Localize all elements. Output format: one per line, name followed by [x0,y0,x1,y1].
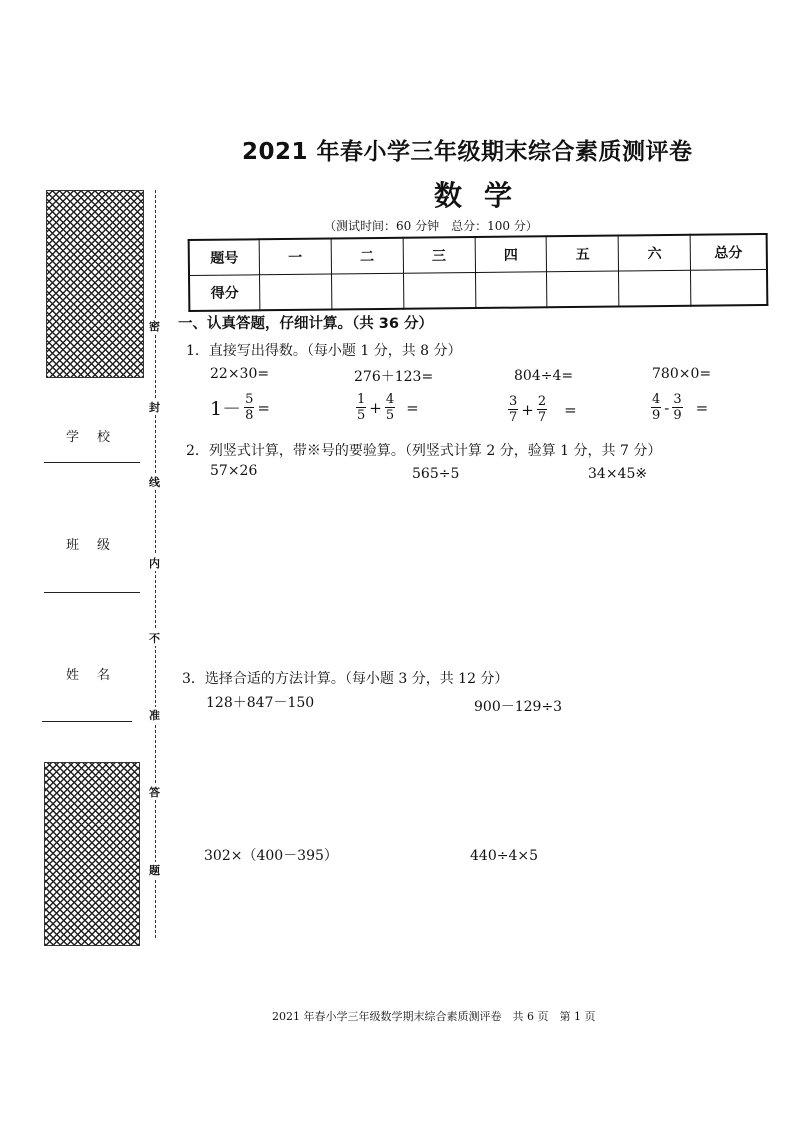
equals-sign: = [695,398,709,417]
table-cell: 总分 [690,234,767,270]
score-input-cell[interactable] [691,269,768,305]
fraction: $\frac{2}{7}$ [537,394,547,425]
score-input-cell[interactable] [547,271,619,307]
fraction-item [651,392,708,423]
calc-item: 565÷5 [412,466,460,482]
test-meta: （测试时间：60 分钟 总分：100 分） [324,219,538,233]
fraction-item [356,392,419,423]
calc-item: 128＋847－150 [206,695,315,711]
calc-item: 57×26 [210,463,258,479]
score-input-cell[interactable] [259,274,331,310]
fraction: $\frac{3}{7}$ [509,394,518,425]
calc-item: 440÷4×5 [470,848,538,864]
table-cell: 二 [331,238,403,274]
calc-item: 780×0= [652,366,712,382]
fraction-lead: 1－ [210,398,242,420]
seal-char: 封 [149,401,160,414]
seal-char: 题 [149,864,160,877]
score-input-cell[interactable] [619,270,691,306]
school-label: 学校 [66,430,129,445]
fraction: $\frac{3}{9}$ [673,392,682,423]
equals-sign: = [257,398,270,417]
fraction: $\frac{5}{8}$ [245,392,254,423]
table-cell: 题号 [189,239,260,275]
school-blank-line [44,462,140,463]
seal-char: 内 [149,557,160,570]
question-2-text: 2．列竖式计算，带※号的要验算。（列竖式计算 2 分，验算 1 分，共 7 分） [186,443,662,459]
score-table-header-row [189,234,767,276]
calc-item: 276＋123= [354,369,434,385]
operator: - [664,398,670,417]
question-3-text: 3．选择合适的方法计算。（每小题 3 分，共 12 分） [182,671,509,687]
calc-item: 900－129÷3 [474,699,563,715]
fraction: $\frac{1}{5}$ [357,392,366,423]
table-cell: 六 [618,235,690,271]
hatch-block-bottom [44,762,140,946]
seal-char: 答 [149,786,160,799]
seal-char: 不 [149,632,160,645]
table-cell: 一 [259,239,331,275]
score-table [188,233,769,312]
calc-item: 34×45※ [588,466,648,482]
calc-item: 804÷4= [514,368,574,384]
fraction-item [210,392,270,423]
score-input-cell[interactable] [403,273,475,309]
seal-char: 准 [149,709,160,722]
class-label: 班级 [66,538,129,553]
fraction: $\frac{4}{5}$ [385,392,395,423]
table-cell: 三 [403,237,475,273]
subject-title: 数学 [434,179,535,212]
table-cell: 四 [475,236,547,272]
section-heading: 一、认真答题，仔细计算。（共 36 分） [178,316,434,332]
page-title: 2021 年春小学三年级期末综合素质测评卷 [242,139,693,165]
name-label: 姓名 [66,668,129,683]
table-cell: 得分 [189,275,260,311]
question-1-text: 1．直接写出得数。（每小题 1 分，共 8 分） [186,343,462,359]
fraction-item [508,394,577,425]
seal-char: 线 [149,476,160,489]
calc-item: 302×（400－395） [204,848,338,864]
name-blank-line [42,721,132,722]
calc-item: 22×30= [210,366,270,382]
seal-char: 密 [149,320,160,333]
operator: + [521,400,534,419]
equals-sign: = [564,400,577,419]
fraction: $\frac{4}{9}$ [652,392,661,423]
equals-sign: = [406,398,419,417]
table-cell: 五 [547,236,619,272]
operator: + [369,398,382,417]
class-blank-line [44,592,140,593]
page-footer: 2021 年春小学三年级数学期末综合素质测评卷 共 6 页 第 1 页 [272,1010,596,1023]
score-table-score-row [189,269,767,311]
hatch-block-top [46,190,144,378]
score-input-cell[interactable] [331,273,403,309]
score-input-cell[interactable] [475,272,547,308]
